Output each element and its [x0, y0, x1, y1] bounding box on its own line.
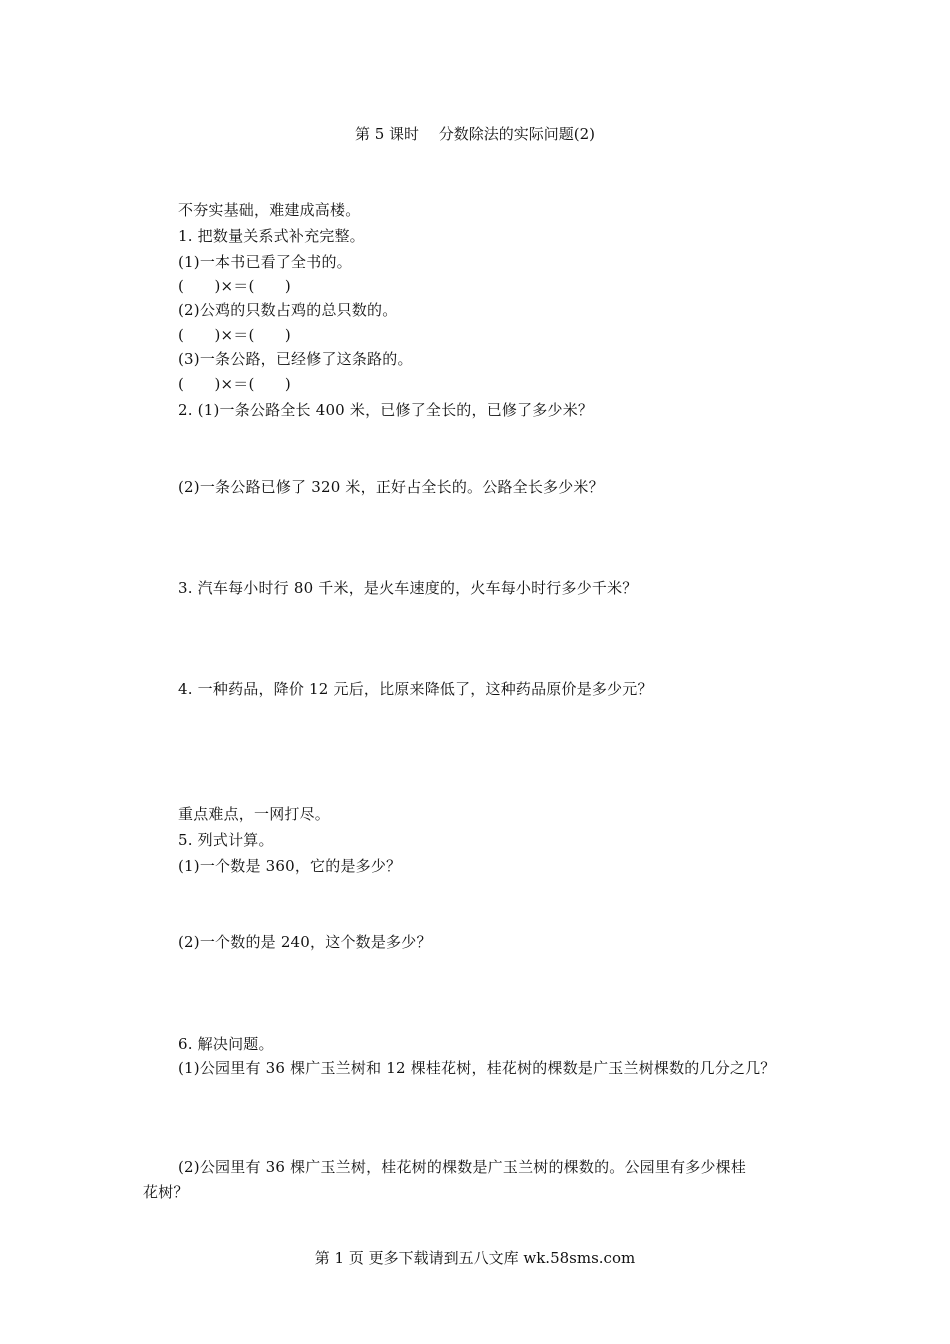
question-5-part-2: (2)一个数的是 240，这个数是多少？: [178, 933, 432, 951]
question-5-stem: 5. 列式计算。: [178, 831, 274, 849]
question-3: 3. 汽车每小时行 80 千米，是火车速度的，火车每小时行多少千米？: [178, 579, 638, 597]
question-2-part-1: 2. (1)一条公路全长 400 米，已修了全长的，已修了多少米？: [178, 401, 594, 419]
section2-heading: 重点难点，一网打尽。: [178, 805, 331, 823]
question-1-item-2: (2)公鸡的只数占鸡的总只数的。: [178, 301, 398, 319]
question-1-formula-3: ( )×＝( ): [178, 375, 291, 393]
question-1-formula-2: ( )×＝( ): [178, 326, 291, 344]
question-1-stem: 1. 把数量关系式补充完整。: [178, 227, 365, 245]
question-2-part-2: (2)一条公路已修了 320 米，正好占全长的。公路全长多少米？: [178, 478, 604, 496]
section1-heading: 不夯实基础，难建成高楼。: [178, 201, 361, 219]
question-5-part-1: (1)一个数是 360，它的是多少？: [178, 857, 402, 875]
question-6-part-2-line-2: 花树？: [143, 1183, 189, 1201]
page-title: 第 5 课时 分数除法的实际问题(2): [354, 125, 596, 143]
question-4: 4. 一种药品，降价 12 元后，比原来降低了，这种药品原价是多少元？: [178, 680, 653, 698]
question-1-item-3: (3)一条公路，已经修了这条路的。: [178, 350, 413, 368]
question-6-part-2-line-1: (2)公园里有 36 棵广玉兰树，桂花树的棵数是广玉兰树的棵数的。公园里有多少棵桂: [178, 1158, 747, 1176]
question-1-formula-1: ( )×＝( ): [178, 277, 291, 295]
question-6-stem: 6. 解决问题。: [178, 1035, 274, 1053]
page-footer: 第 1 页 更多下载请到五八文库 wk.58sms.com: [314, 1249, 636, 1267]
question-6-part-1: (1)公园里有 36 棵广玉兰树和 12 棵桂花树，桂花树的棵数是广玉兰树棵数的几分之几？: [178, 1059, 776, 1077]
question-1-item-1: (1)一本书已看了全书的。: [178, 253, 352, 271]
